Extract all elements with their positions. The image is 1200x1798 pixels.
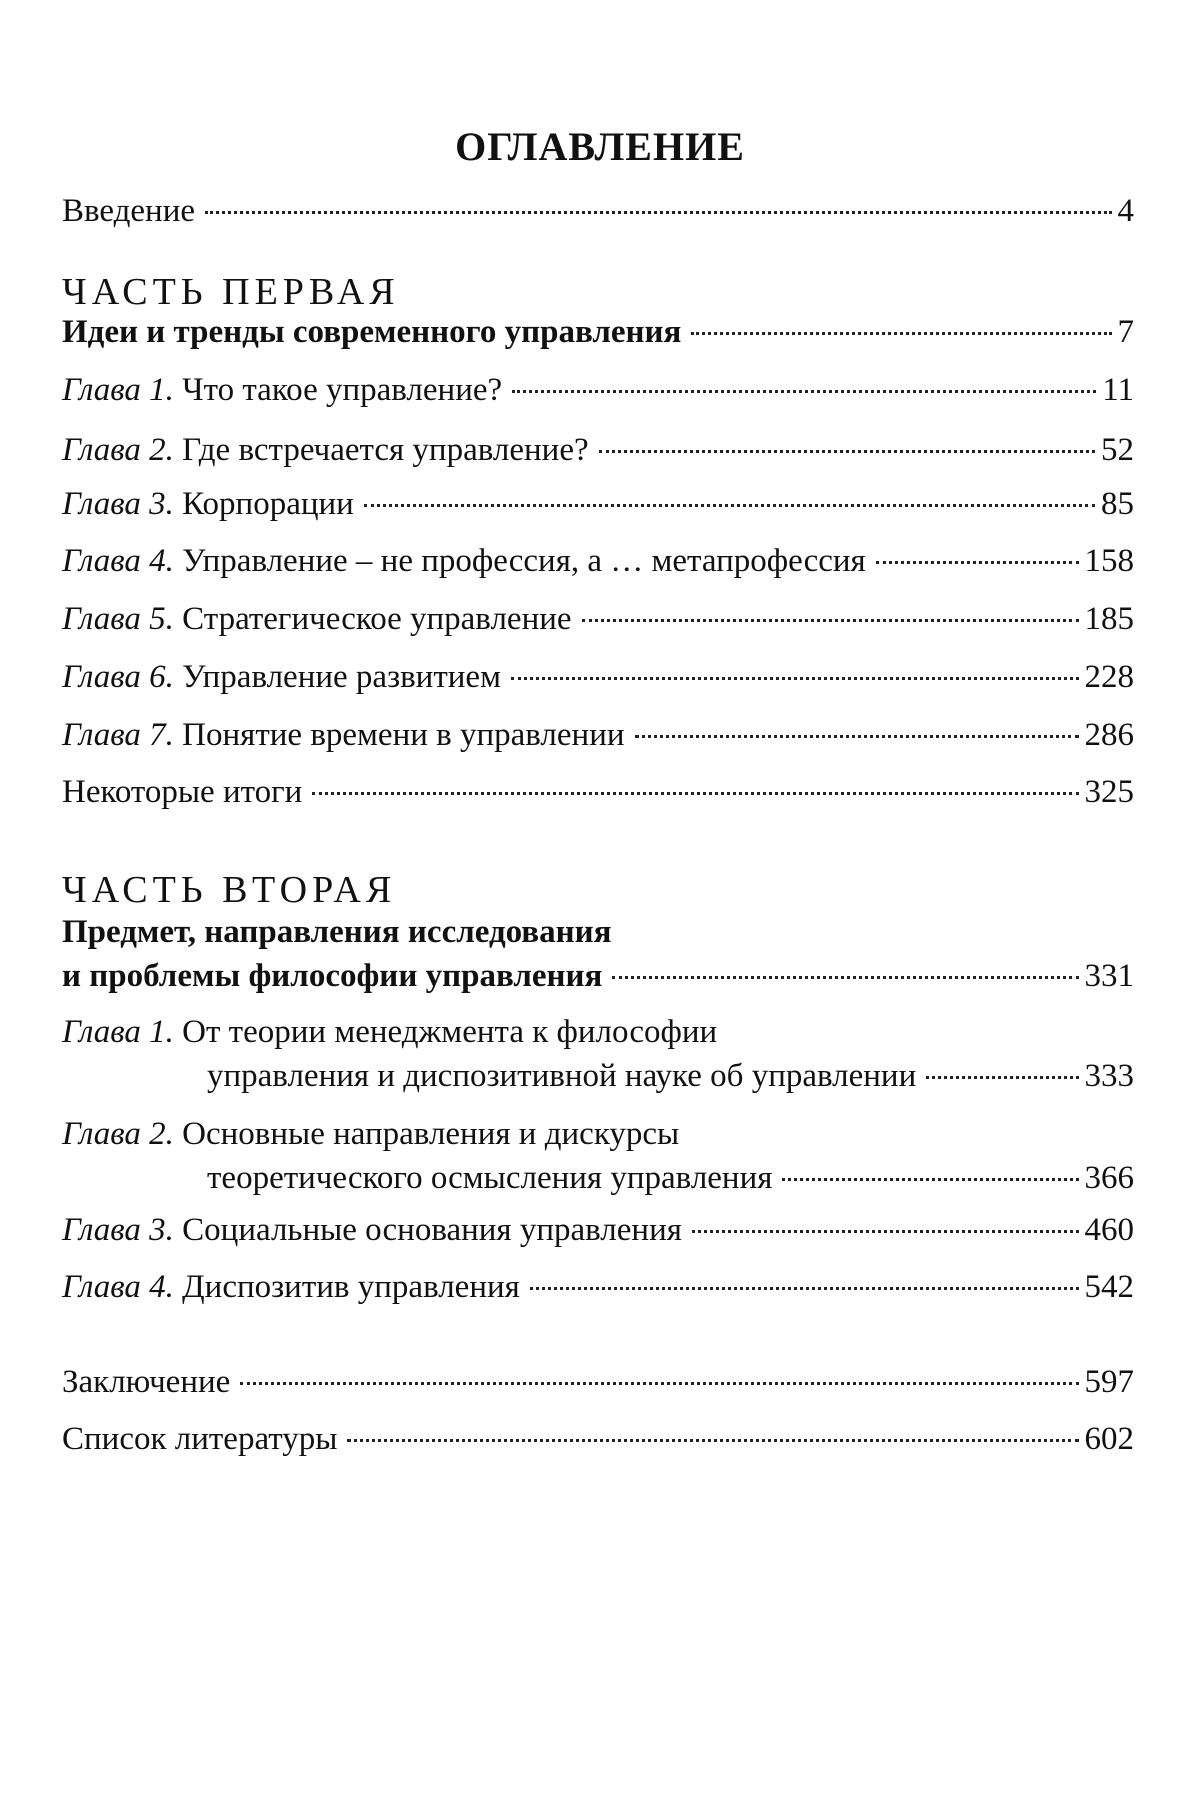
dot-leader: [599, 450, 1095, 453]
dot-leader: [635, 735, 1079, 738]
chapter-label: Глава 6.: [62, 659, 174, 695]
dot-leader: [692, 1230, 1079, 1233]
chapter-title: Стратегическое управление: [182, 601, 572, 637]
chapter-title: Социальные основания управления: [182, 1212, 682, 1248]
chapter-title-line2: управления и диспозитивной науке об управлении: [207, 1058, 917, 1094]
page-number: 85: [1101, 486, 1134, 522]
chapter-label: Глава 4.: [62, 1269, 174, 1305]
chapter-label: Глава 5.: [62, 601, 174, 637]
chapter-title: Корпорации: [182, 486, 354, 522]
entry-label: Заключение: [62, 1364, 231, 1400]
entry-label: Некоторые итоги: [62, 774, 303, 810]
dot-leader: [926, 1076, 1078, 1079]
chapter-label: Глава 3.: [62, 1212, 174, 1248]
toc-entry-p2-chapter-4[interactable]: [62, 1265, 1134, 1309]
toc-entry-p1-chapter-1[interactable]: [62, 368, 1134, 412]
chapter-label: Глава 1.: [62, 372, 174, 408]
chapter-label: Глава 4.: [62, 543, 174, 579]
dot-leader: [347, 1439, 1078, 1442]
page-number: 602: [1084, 1421, 1134, 1457]
toc-entry-p2-chapter-2[interactable]: [62, 1112, 1134, 1200]
page-number: 460: [1084, 1212, 1134, 1248]
dot-leader: [312, 792, 1078, 795]
page-number: 4: [1117, 193, 1134, 229]
dot-leader: [240, 1382, 1078, 1385]
page-number: 228: [1084, 659, 1134, 695]
toc-entry-p1-chapter-4[interactable]: [62, 539, 1134, 583]
toc-entry-part-one[interactable]: [62, 310, 1134, 354]
toc-entry-p1-summary[interactable]: [62, 770, 1134, 814]
toc-entry-conclusion[interactable]: [62, 1360, 1134, 1404]
page-number: 325: [1084, 774, 1134, 810]
page-number: 185: [1084, 601, 1134, 637]
chapter-label: Глава 2.: [62, 432, 174, 468]
page-number: 597: [1084, 1364, 1134, 1400]
chapter-title: Понятие времени в управлении: [182, 717, 625, 753]
part-one-heading: ЧАСТЬ ПЕРВАЯ: [62, 271, 400, 313]
toc-entry-p1-chapter-2[interactable]: [62, 428, 1134, 472]
toc-entry-p2-chapter-3[interactable]: [62, 1208, 1134, 1252]
toc-entry-bibliography[interactable]: [62, 1417, 1134, 1461]
part-two-heading: ЧАСТЬ ВТОРАЯ: [62, 869, 397, 911]
part-one-subtitle: Идеи и тренды современного управления: [62, 314, 682, 350]
toc-entry-intro[interactable]: [62, 189, 1134, 233]
toc-entry-p2-chapter-1[interactable]: [62, 1010, 1134, 1098]
chapter-title: Управление – не профессия, а … метапрофессия: [182, 543, 866, 579]
entry-label: Список литературы: [62, 1421, 338, 1457]
page-number: 11: [1102, 372, 1134, 408]
chapter-title: Управление развитием: [182, 659, 501, 695]
dot-leader: [612, 976, 1078, 979]
page-number: 7: [1117, 314, 1134, 350]
part-two-subtitle-line1: Предмет, направления исследования: [62, 914, 612, 950]
part-two-subtitle-line2: и проблемы философии управления: [62, 958, 603, 994]
chapter-title-line1: От теории менеджмента к философии: [182, 1014, 718, 1050]
page-number: 542: [1084, 1269, 1134, 1305]
page-number: 286: [1084, 717, 1134, 753]
dot-leader: [512, 390, 1096, 393]
page-number: 333: [1084, 1058, 1134, 1094]
chapter-label: Глава 1.: [62, 1014, 174, 1050]
chapter-label: Глава 2.: [62, 1116, 174, 1152]
chapter-title-line1: Основные направления и дискурсы: [182, 1116, 680, 1152]
chapter-label: Глава 3.: [62, 486, 174, 522]
page-number: 331: [1084, 958, 1134, 994]
toc-entry-p1-chapter-3[interactable]: [62, 482, 1134, 526]
dot-leader: [876, 561, 1079, 564]
dot-leader: [691, 332, 1111, 335]
entry-label: Введение: [62, 193, 196, 229]
dot-leader: [511, 677, 1079, 680]
chapter-title: Где встречается управление?: [182, 432, 589, 468]
dot-leader: [782, 1178, 1078, 1181]
page-number: 158: [1084, 543, 1134, 579]
toc-entry-p1-chapter-7[interactable]: [62, 713, 1134, 757]
chapter-title: Что такое управление?: [182, 372, 503, 408]
dot-leader: [364, 504, 1095, 507]
chapter-title: Диспозитив управления: [182, 1269, 520, 1305]
page-number: 52: [1101, 432, 1134, 468]
dot-leader: [205, 211, 1111, 214]
toc-entry-p1-chapter-5[interactable]: [62, 597, 1134, 641]
page-title: ОГЛАВЛЕНИЕ: [455, 124, 745, 169]
toc-entry-p1-chapter-6[interactable]: [62, 655, 1134, 699]
toc-entry-part-two[interactable]: [62, 910, 1134, 998]
dot-leader: [582, 619, 1079, 622]
dot-leader: [530, 1287, 1079, 1290]
page-number: 366: [1084, 1160, 1134, 1196]
chapter-title-line2: теоретического осмысления управления: [207, 1160, 773, 1196]
chapter-label: Глава 7.: [62, 717, 174, 753]
